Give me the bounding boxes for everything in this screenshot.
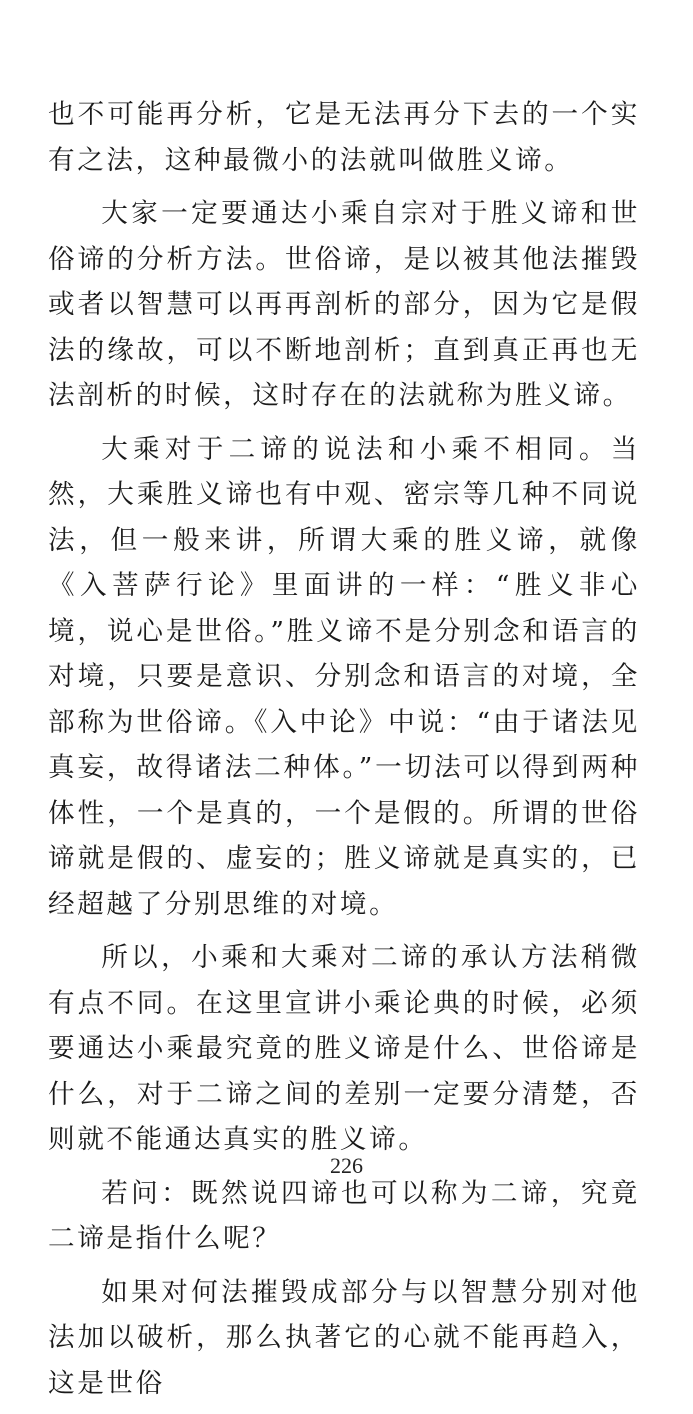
paragraph: 大乘对于二谛的说法和小乘不相同。当然，大乘胜义谛也有中观、密宗等几种不同说法，但一般来讲，所谓大乘的胜义谛，就像《入菩萨行论》里面讲的一样：“胜义非心境，说心是世俗。”胜义谛不是分别念和语言的对境，只要是意识、分别念和语言的对境，全部称为世俗谛。《入中论》中说：“由于诸法见真妄，故得诸法二种体。”一切法可以得到两种体性，一个是真的，一个是假的。所谓的世俗谛就是假的、虚妄的；胜义谛就是真实的，已经超越了分别思维的对境。 [48, 433, 640, 920]
paragraph: 如果对何法摧毁成部分与以智慧分别对他法加以破析，那么执著它的心就不能再趋入，这是世俗 [48, 1276, 640, 1399]
paragraph-question: 若问：既然说四谛也可以称为二谛，究竟二谛是指什么呢？ [48, 1177, 640, 1254]
page-number: 226 [330, 1153, 363, 1178]
paragraph: 所以，小乘和大乘对二谛的承认方法稍微有点不同。在这里宣讲小乘论典的时候，必须要通达小乘最究竟的胜义谛是什么、世俗谛是什么，对于二谛之间的差别一定要分清楚，否则就不能通达真实的胜义谛。 [48, 942, 640, 1155]
page-body [48, 92, 640, 1414]
paragraph-continued: 也不可能再分析，它是无法再分下去的一个实有之法，这种最微小的法就叫做胜义谛。 [48, 99, 640, 176]
paragraph: 大家一定要通达小乘自宗对于胜义谛和世俗谛的分析方法。世俗谛，是以被其他法摧毁或者以智慧可以再再剖析的部分，因为它是假法的缘故，可以不断地剖析；直到真正再也无法剖析的时候，这时存在的法就称为胜义谛。 [48, 198, 640, 411]
